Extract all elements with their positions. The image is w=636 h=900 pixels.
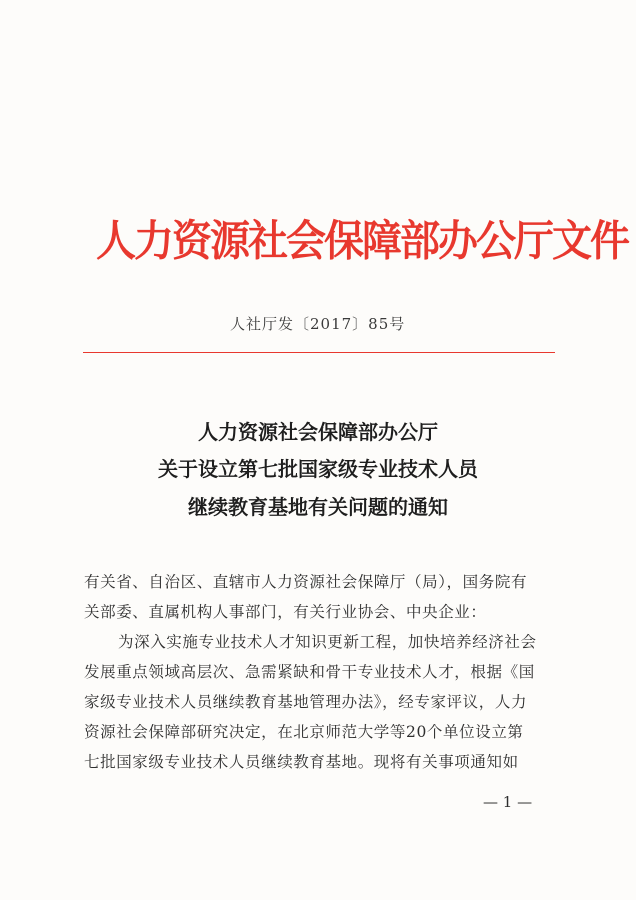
doc-title-line-2: 关于设立第七批国家级专业技术人员 — [158, 457, 478, 481]
red-divider — [83, 352, 555, 353]
body-line-4: 发展重点领域高层次、急需紧缺和骨干专业技术人才，根据《国 — [84, 663, 535, 681]
body-line-1: 有关省、自治区、直辖市人力资源社会保障厅（局），国务院有 — [84, 573, 528, 591]
doc-title-line-1: 人力资源社会保障部办公厅 — [198, 420, 438, 444]
page-number: — 1 — — [483, 793, 533, 811]
doc-title-line-3: 继续教育基地有关问题的通知 — [188, 495, 448, 519]
body-line-6: 资源社会保障部研究决定，在北京师范大学等20个单位设立第 — [84, 723, 524, 741]
body-line-7: 七批国家级专业技术人员继续教育基地。现将有关事项通知如 — [84, 753, 519, 771]
body-line-5: 家级专业技术人员继续教育基地管理办法》，经专家评议，人力 — [84, 693, 528, 711]
body-line-2: 关部委、直属机构人事部门，有关行业协会、中央企业： — [84, 603, 487, 621]
header-title: 人力资源社会保障部办公厅文件 — [96, 216, 628, 266]
body-line-3: 为深入实施专业技术人才知识更新工程，加快培养经济社会 — [118, 633, 537, 651]
doc-number: 人社厅发〔2017〕85号 — [230, 315, 406, 333]
